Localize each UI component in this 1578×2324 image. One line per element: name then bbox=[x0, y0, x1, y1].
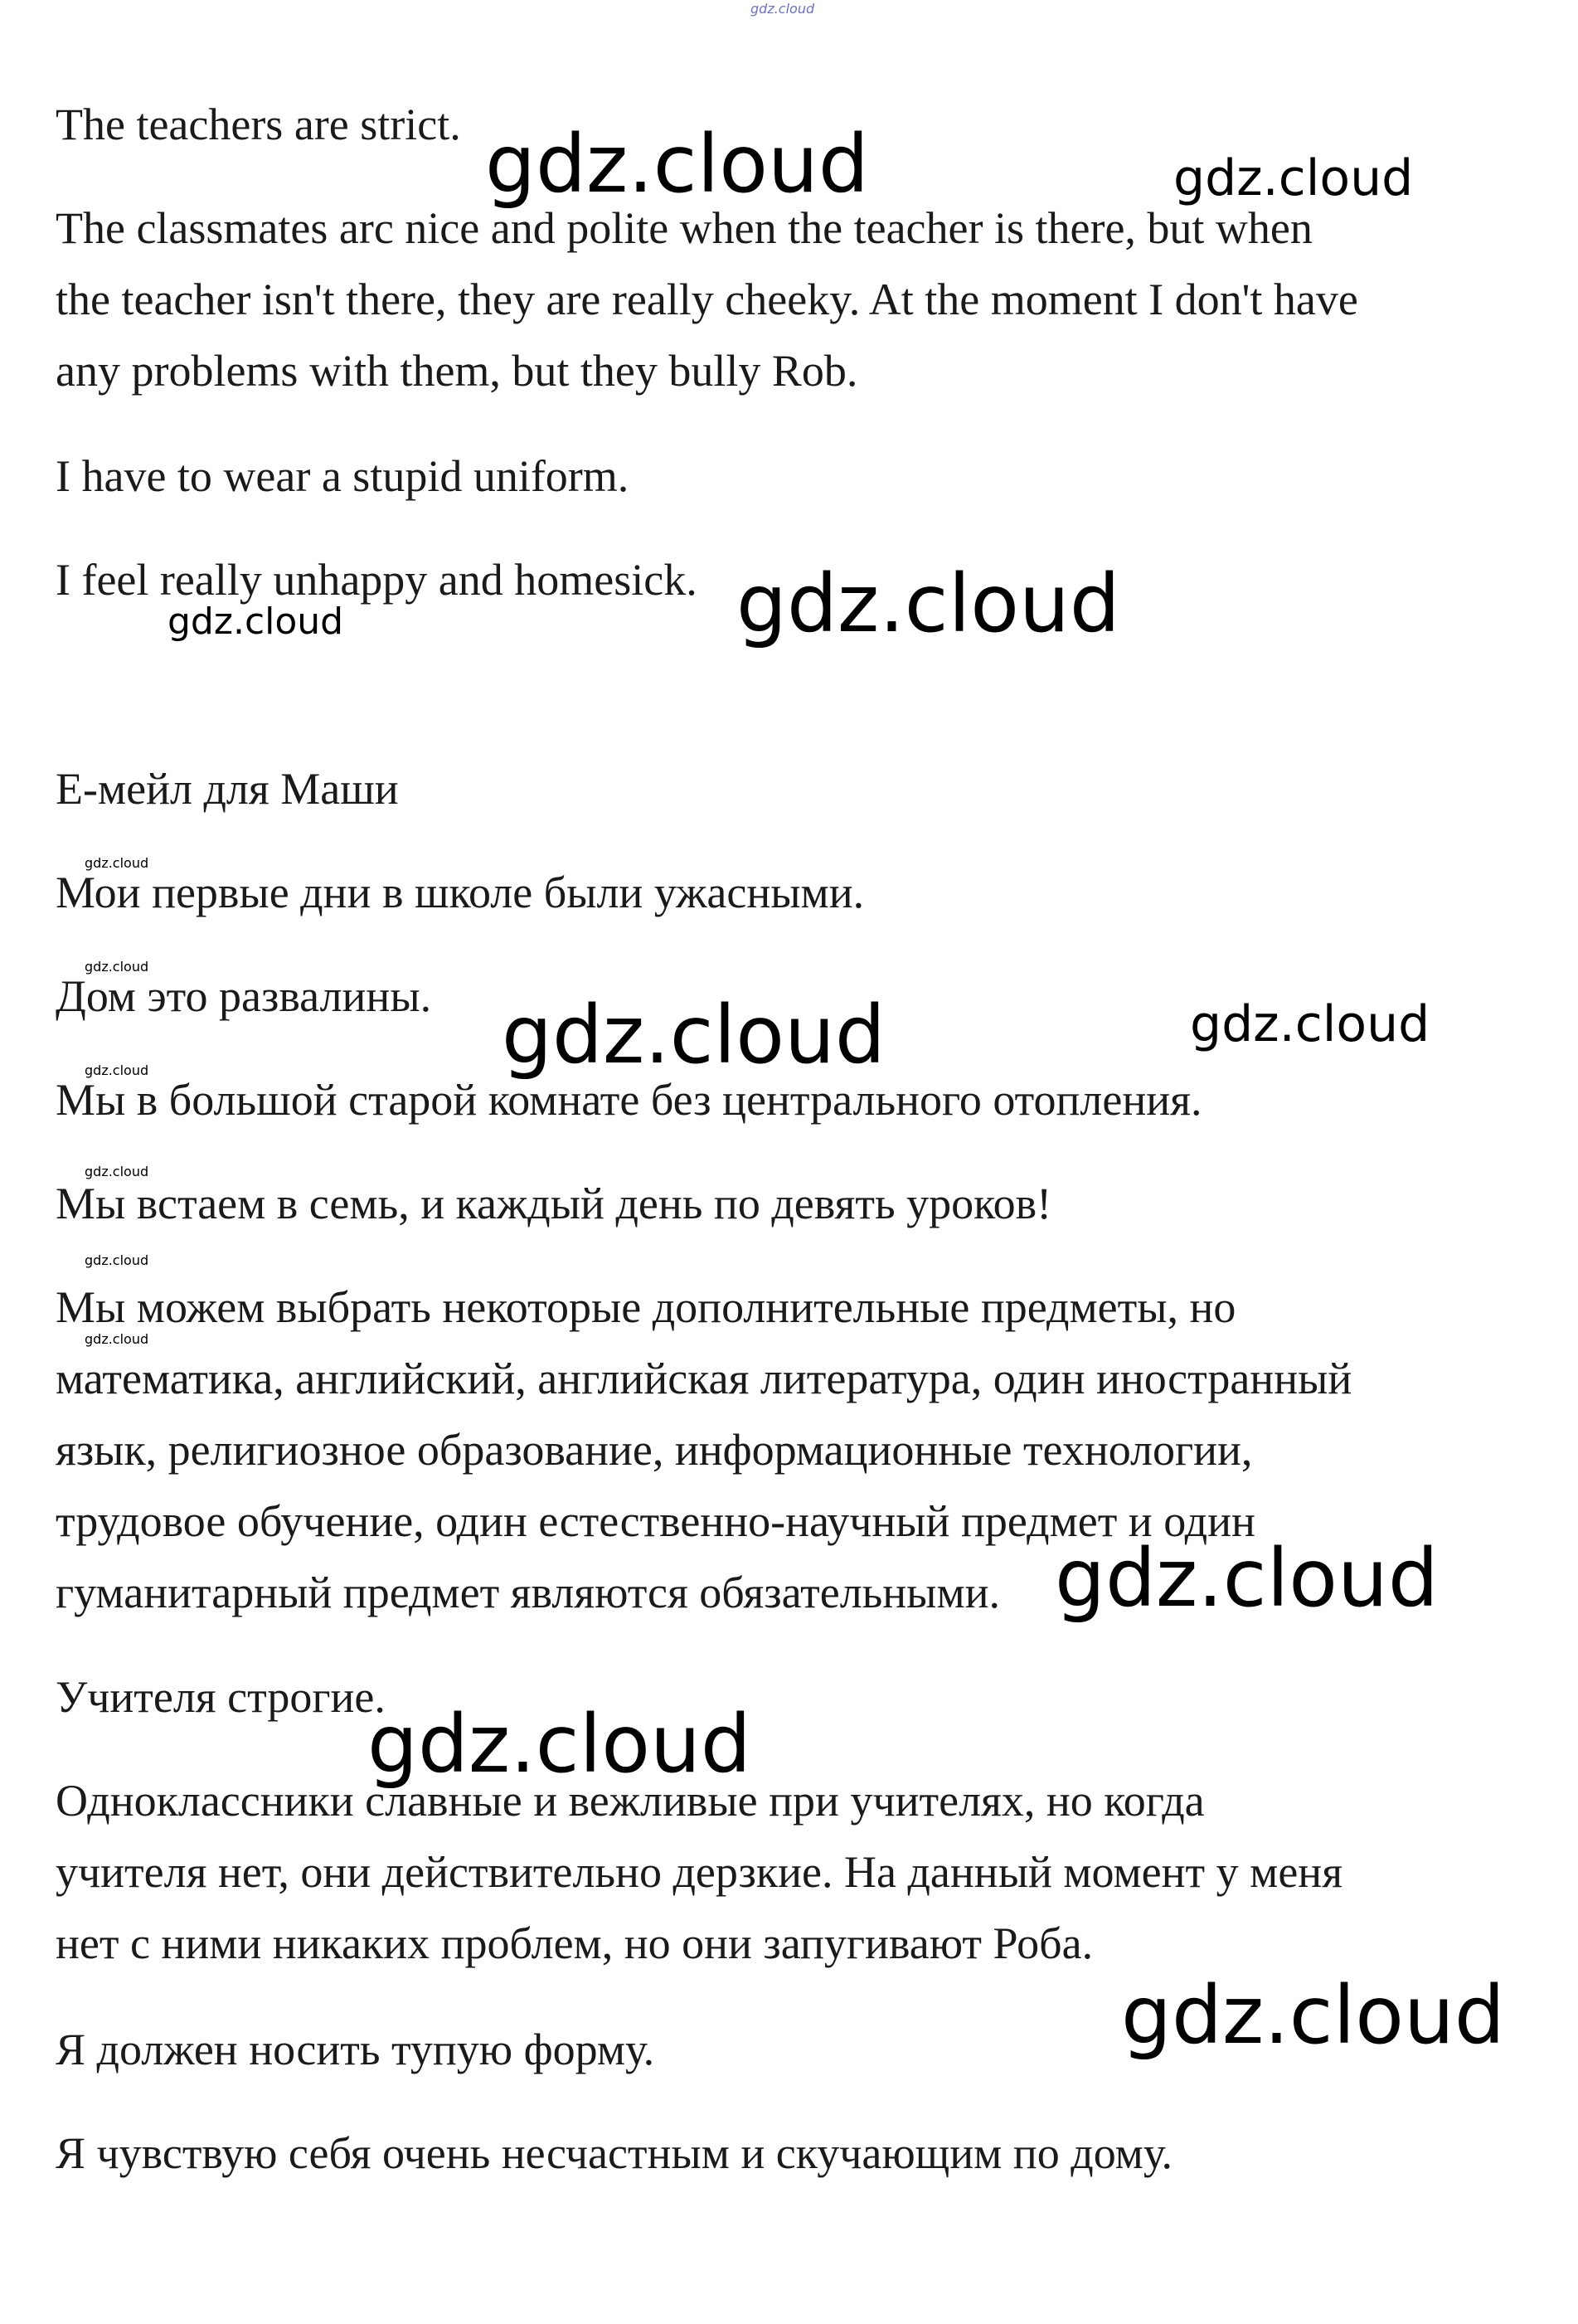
watermark-large-2: gdz.cloud bbox=[736, 557, 1120, 650]
watermark-tiny-6: gdz.cloud bbox=[85, 1331, 149, 1347]
russian-paragraph-8: Я должен носить тупую форму. bbox=[56, 2025, 655, 2074]
watermark-large-3: gdz.cloud bbox=[502, 989, 886, 1082]
watermark-large-6: gdz.cloud bbox=[1121, 1969, 1505, 2062]
russian-paragraph-9: Я чувствую себя очень несчастным и скучающим по дому. bbox=[56, 2128, 1173, 2178]
russian-paragraph-6: Учителя строгие. bbox=[56, 1672, 386, 1722]
watermark-medium-1: gdz.cloud bbox=[1173, 149, 1414, 207]
watermark-tiny-3: gdz.cloud bbox=[85, 1062, 149, 1078]
english-paragraph-3: I have to wear a stupid uniform. bbox=[56, 451, 629, 501]
watermark-tiny-2: gdz.cloud bbox=[85, 959, 149, 975]
watermark-top: gdz.cloud bbox=[750, 1, 815, 17]
russian-paragraph-3: Мы в большой старой комнате без центрального отопления. bbox=[56, 1075, 1202, 1125]
watermark-tiny-1: gdz.cloud bbox=[85, 855, 149, 871]
russian-paragraph-2: Дом это развалины. bbox=[56, 971, 432, 1021]
russian-paragraph-5: Мы можем выбрать некоторые дополнительные предметы, но математика, английский, английская литература, один иностранный язык, религиозное образование, информационные технологии, трудовое обучение, один естественно-научный предмет и один гуманитарный предмет являются обязательными. bbox=[56, 1282, 1352, 1617]
russian-paragraph-7: Одноклассники славные и вежливые при учителях, но когда учителя нет, они действительно дерзкие. На данный момент у меня нет с ними никаких проблем, но они запугивают Роба. bbox=[56, 1776, 1343, 1968]
watermark-large-4: gdz.cloud bbox=[1055, 1532, 1439, 1625]
watermark-medium-2: gdz.cloud bbox=[1190, 995, 1430, 1053]
russian-paragraph-1: Мои первые дни в школе были ужасными. bbox=[56, 868, 865, 917]
english-paragraph-4: I feel really unhappy and homesick. bbox=[56, 555, 697, 605]
english-paragraph-2: The classmates arc nice and polite when the teacher is there, but when the teacher isn't there, they are really cheeky. At the moment I don't have any problems with them, but they bully Rob. bbox=[56, 203, 1358, 396]
watermark-small-1: gdz.cloud bbox=[168, 600, 344, 643]
watermark-tiny-4: gdz.cloud bbox=[85, 1164, 149, 1179]
watermark-tiny-5: gdz.cloud bbox=[85, 1252, 149, 1268]
russian-paragraph-4: Мы встаем в семь, и каждый день по девять уроков! bbox=[56, 1179, 1052, 1228]
watermark-large-5: gdz.cloud bbox=[367, 1698, 751, 1791]
russian-title: Е-мейл для Маши bbox=[56, 764, 399, 814]
english-paragraph-1: The teachers are strict. bbox=[56, 100, 461, 149]
watermark-large-1: gdz.cloud bbox=[485, 118, 869, 211]
